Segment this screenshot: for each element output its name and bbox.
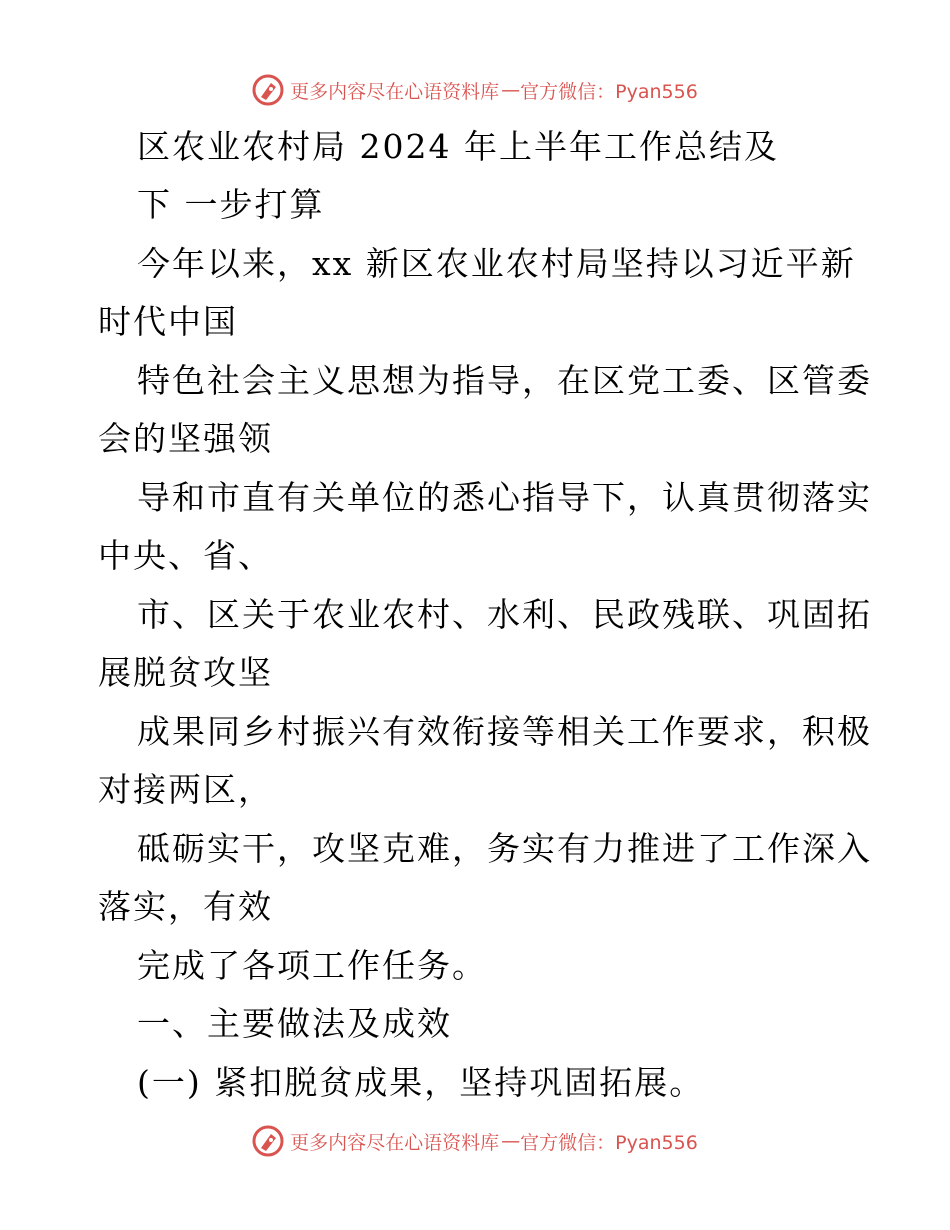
text-line: 落实，有效 — [98, 887, 273, 926]
watermark-text: 更多内容尽在心语资料库 — [290, 80, 500, 103]
document-title-line-1: 区农业农村局 2024 年上半年工作总结及 — [137, 127, 779, 166]
pen-nib-logo-icon — [252, 1125, 284, 1157]
watermark-contact: 官方微信：Pyan556 — [520, 80, 698, 103]
text-line: 导和市直有关单位的悉心指导下，认真贯彻落实 — [137, 478, 872, 517]
text-line: 市、区关于农业农村、水利、民政残联、巩固拓 — [137, 595, 872, 634]
text-line: 展脱贫攻坚 — [98, 653, 273, 692]
text-line: 对接两区， — [98, 770, 273, 809]
watermark-separator: — — [501, 79, 521, 101]
watermark-contact: 官方微信：Pyan556 — [520, 1131, 698, 1154]
text-line: 砥砺实干，攻坚克难，务实有力推进了工作深入 — [137, 829, 872, 868]
text-line: 成果同乡村振兴有效衔接等相关工作要求，积极 — [137, 712, 872, 751]
text-line: 特色社会主义思想为指导，在区党工委、区管委 — [137, 361, 872, 400]
document-title-line-2: 下 一步打算 — [137, 185, 325, 224]
watermark-separator: — — [501, 1130, 521, 1152]
subsection-heading: (一) 紧扣脱贫成果，坚持巩固拓展。 — [137, 1063, 705, 1102]
text-line: 会的坚强领 — [98, 419, 273, 458]
watermark-text: 更多内容尽在心语资料库 — [290, 1131, 500, 1154]
section-heading: 一、主要做法及成效 — [137, 1004, 452, 1043]
text-line: 中央、省、 — [98, 536, 273, 575]
text-line: 完成了各项工作任务。 — [137, 946, 487, 985]
text-line: 今年以来，xx 新区农业农村局坚持以习近平新 — [137, 244, 856, 283]
text-line: 时代中国 — [98, 302, 238, 341]
footer-watermark — [0, 1121, 950, 1161]
